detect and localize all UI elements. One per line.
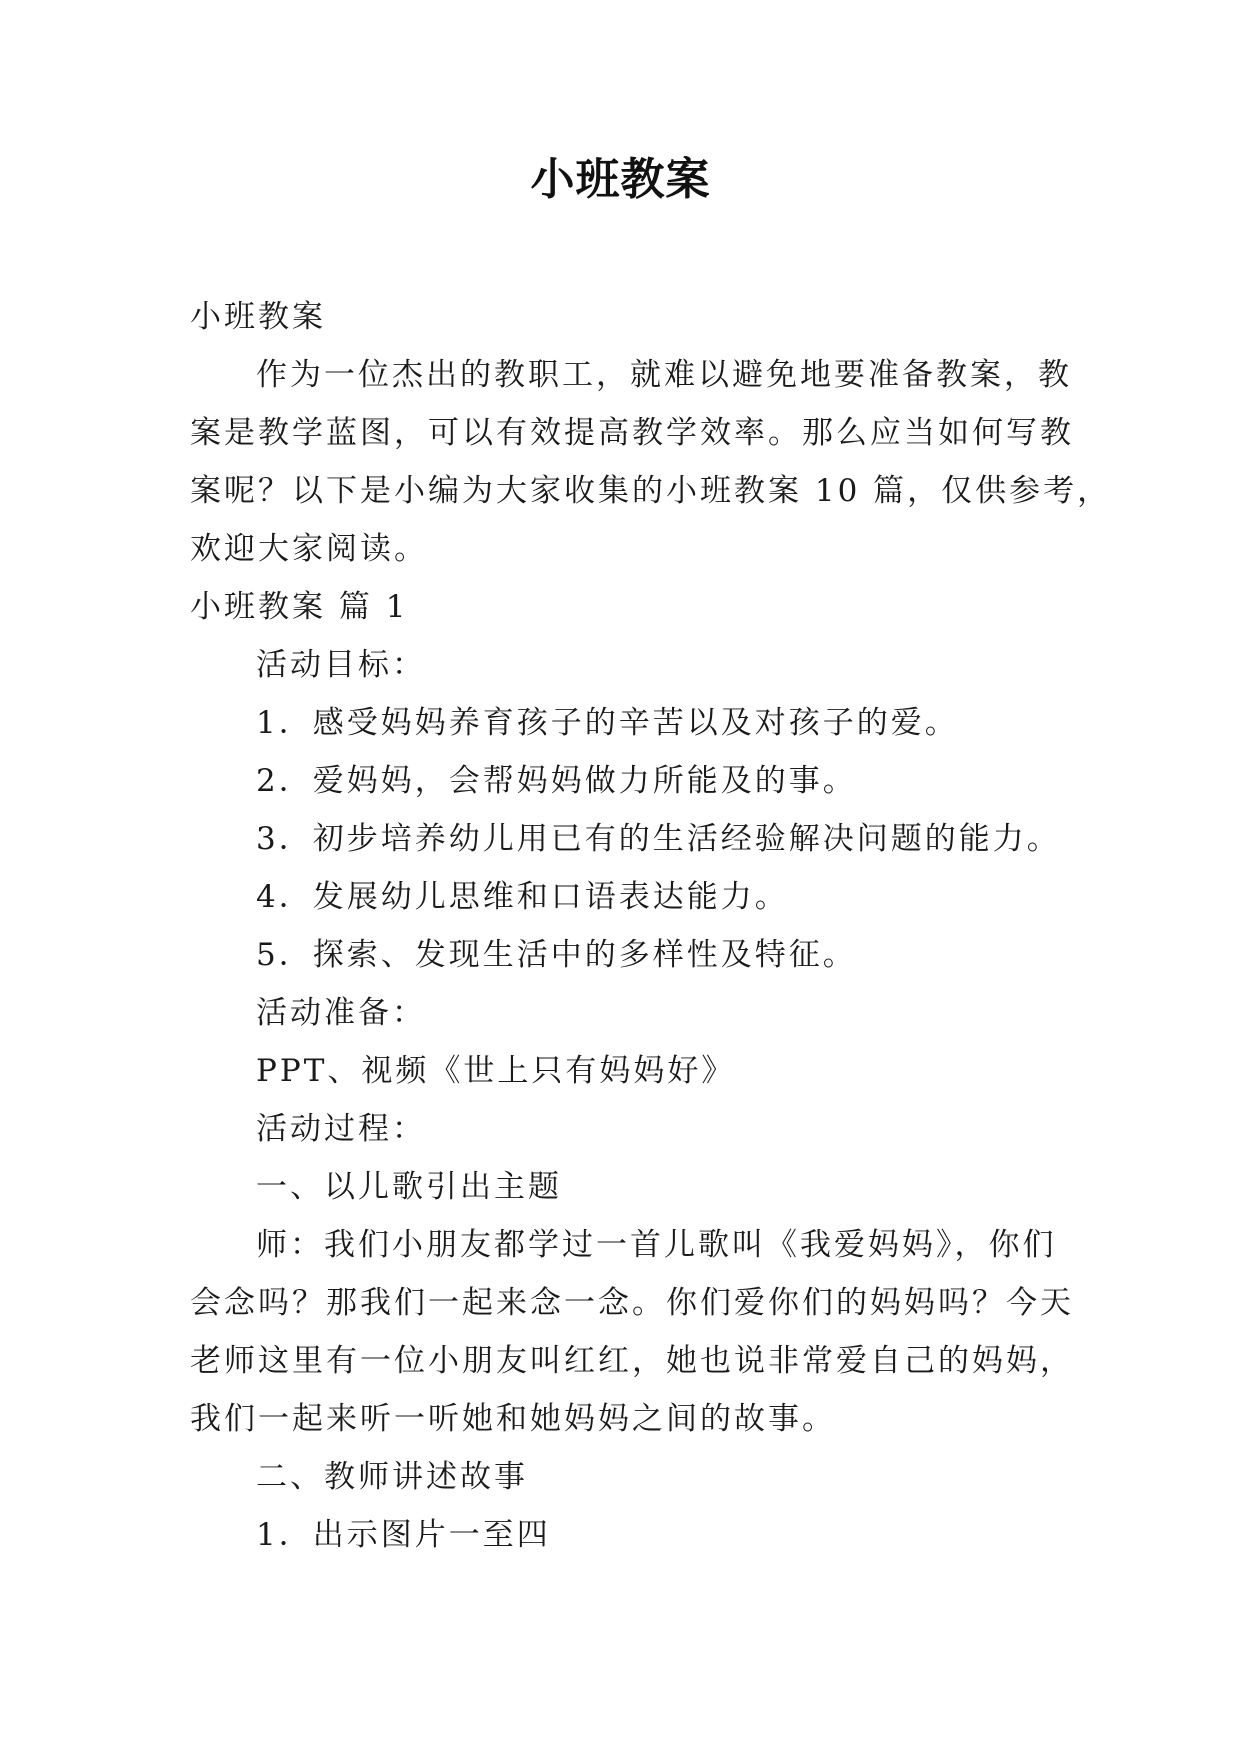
document-title: 小班教案 (530, 154, 711, 205)
text-line: 小班教案 篇 1 (190, 589, 409, 625)
text-line: 1．出示图片一至四 (256, 1517, 551, 1553)
text-line: 老师这里有一位小朋友叫红红，她也说非常爱自己的妈妈， (190, 1343, 1074, 1379)
text-line: 活动目标： (256, 647, 426, 683)
text-line: 案呢？以下是小编为大家收集的小班教案 10 篇，仅供参考， (190, 473, 1112, 509)
text-line: 5．探索、发现生活中的多样性及特征。 (256, 937, 857, 973)
text-line: 活动过程： (256, 1111, 426, 1147)
text-line: 案是教学蓝图，可以有效提高教学效率。那么应当如何写教 (190, 415, 1074, 451)
text-line: 一、以儿歌引出主题 (256, 1169, 562, 1205)
text-line: 4．发展幼儿思维和口语表达能力。 (256, 879, 789, 915)
text-line: PPT、视频《世上只有妈妈好》 (256, 1053, 736, 1089)
text-line: 活动准备： (256, 995, 426, 1031)
text-line: 2．爱妈妈，会帮妈妈做力所能及的事。 (256, 763, 857, 799)
text-line: 3．初步培养幼儿用已有的生活经验解决问题的能力。 (256, 821, 1061, 857)
text-line: 会念吗？那我们一起来念一念。你们爱你们的妈妈吗？今天 (190, 1285, 1074, 1321)
text-line: 1．感受妈妈养育孩子的辛苦以及对孩子的爱。 (256, 705, 959, 741)
document-body (190, 288, 1112, 1564)
text-line: 欢迎大家阅读。 (190, 531, 428, 567)
text-line: 二、教师讲述故事 (256, 1459, 528, 1495)
text-line: 作为一位杰出的教职工，就难以避免地要准备教案，教 (256, 357, 1072, 393)
text-line: 小班教案 (190, 299, 326, 335)
text-line: 我们一起来听一听她和她妈妈之间的故事。 (190, 1401, 836, 1437)
text-line: 师：我们小朋友都学过一首儿歌叫《我爱妈妈》，你们 (256, 1227, 1057, 1263)
